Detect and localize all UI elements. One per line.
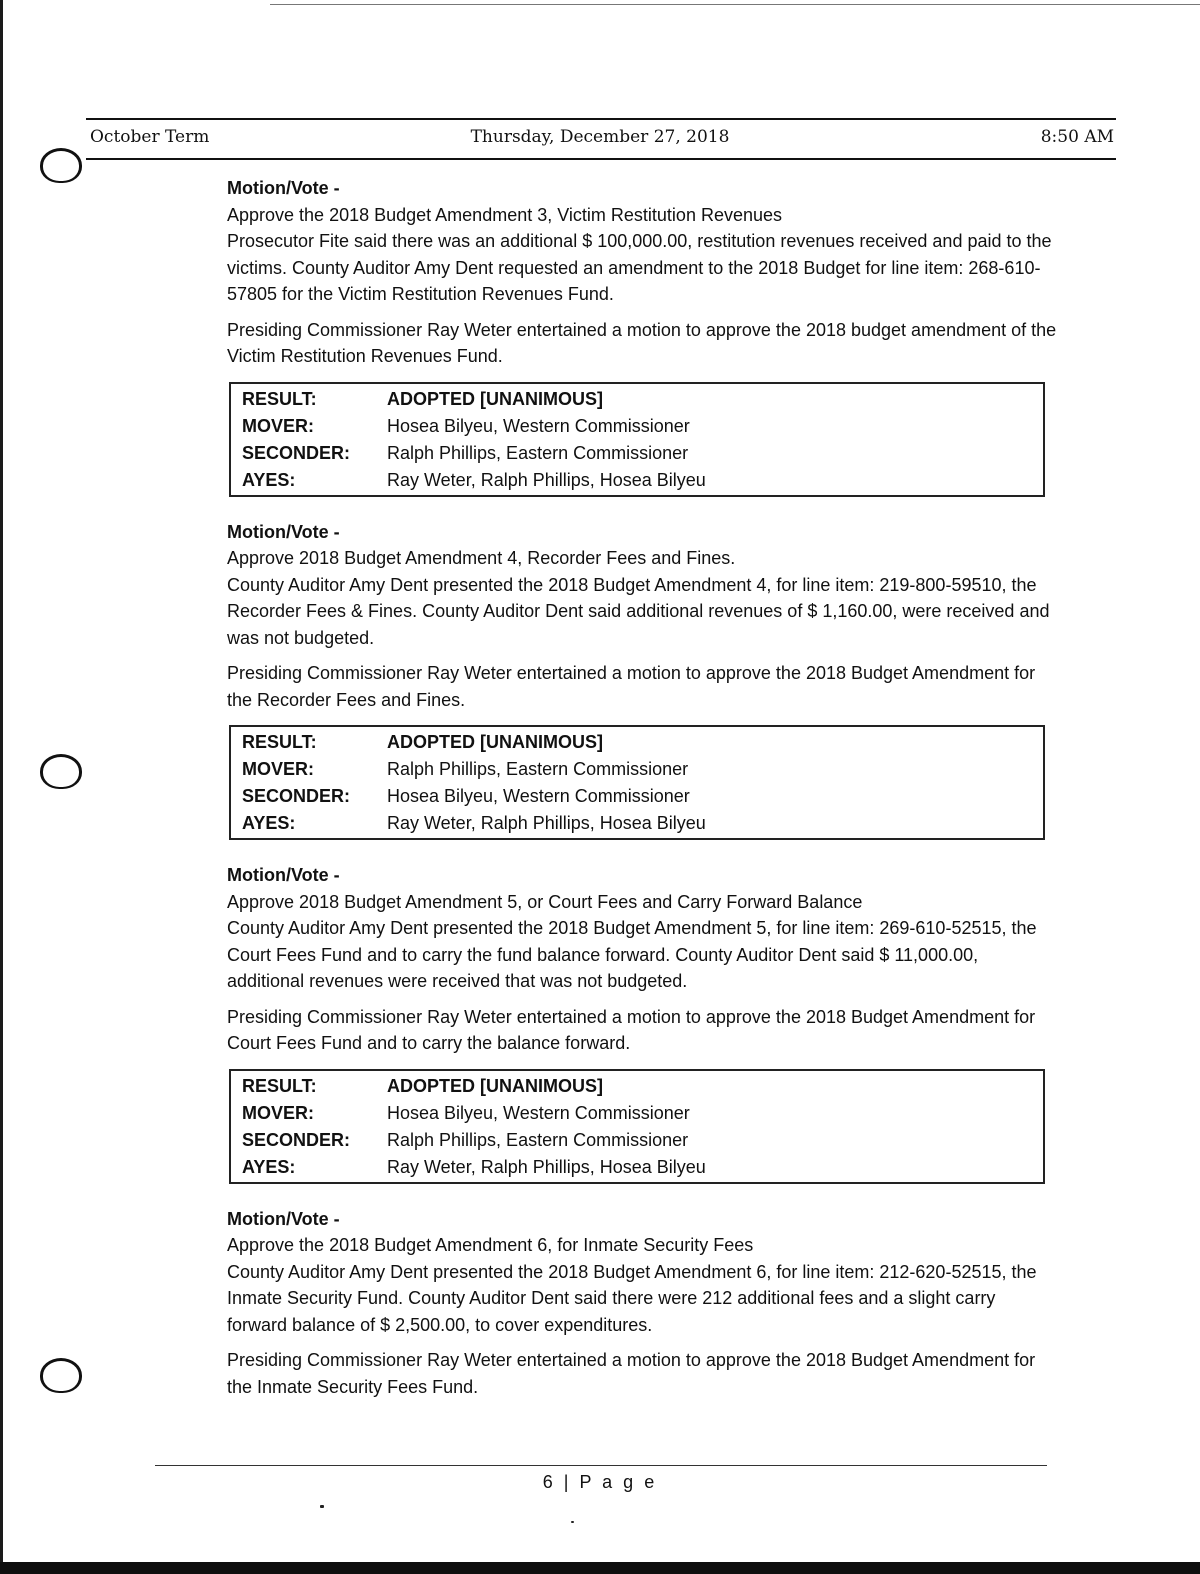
vote-result-value: Ralph Phillips, Eastern Commissioner	[387, 1129, 689, 1150]
motion-description: Approve 2018 Budget Amendment 4, Recorder Fees and Fines. County Auditor Amy Dent presented the 2018 Budget Amendment 4, for line item: 219-800-59510, the Recorder Fees & Fines. County Auditor Dent said additional revenues of $ 1,160.00, were received and was not budgeted.	[227, 548, 1050, 648]
vote-result-label: SECONDER:	[242, 442, 351, 463]
motion-entertained: Presiding Commissioner Ray Weter entertained a motion to approve the 2018 Budget Amendment for Court Fees Fund and to carry the balance forward.	[227, 1006, 1036, 1053]
vote-result-label: SECONDER:	[242, 1129, 351, 1150]
vote-result-row	[231, 386, 1043, 413]
motion-section	[227, 519, 1057, 841]
vote-result-row	[231, 413, 1043, 440]
scan-edge-left	[0, 0, 3, 1574]
vote-result-value: Hosea Bilyeu, Western Commissioner	[387, 786, 690, 807]
minutes-body	[227, 175, 1057, 1422]
motion-description: Approve 2018 Budget Amendment 5, or Court Fees and Carry Forward Balance County Auditor Amy Dent presented the 2018 Budget Amendment 5, for line item: 269-610-52515, the Court Fees Fund and to carry the fund balance forward. County Auditor Dent said $ 11,000.00, additional revenues were received that was not budgeted.	[227, 891, 1037, 991]
header-rule-top	[86, 118, 1116, 120]
vote-result-table	[229, 382, 1045, 497]
vote-result-row	[231, 1127, 1043, 1154]
vote-result-value: Hosea Bilyeu, Western Commissioner	[387, 1102, 690, 1123]
binder-hole-icon	[40, 1358, 82, 1393]
scan-speck	[320, 1505, 324, 1508]
binder-hole-icon	[40, 148, 82, 183]
header-time: 8:50 AM	[1040, 127, 1114, 147]
vote-result-label: MOVER:	[242, 759, 314, 780]
vote-result-row	[231, 729, 1043, 756]
header-rule-bottom	[86, 158, 1116, 160]
motion-entertained: Presiding Commissioner Ray Weter entertained a motion to approve the 2018 budget amendment of the Victim Restitution Revenues Fund.	[227, 319, 1057, 366]
vote-result-row	[231, 1100, 1043, 1127]
vote-result-row	[231, 440, 1043, 467]
scan-edge-top	[270, 4, 1200, 5]
vote-result-row	[231, 810, 1043, 837]
vote-result-row	[231, 1154, 1043, 1181]
vote-result-label: RESULT:	[242, 1075, 317, 1096]
motion-title: Motion/Vote -	[227, 1208, 340, 1229]
vote-result-value: Ralph Phillips, Eastern Commissioner	[387, 442, 689, 463]
motion-description: Approve the 2018 Budget Amendment 6, for Inmate Security Fees County Auditor Amy Dent presented the 2018 Budget Amendment 6, for line item: 212-620-52515, the Inmate Security Fund. County Auditor Dent said there were 212 additional fees and a slight carry forward balance of $ 2,500.00, to cover expenditures.	[227, 1235, 1037, 1335]
vote-result-label: AYES:	[242, 1156, 296, 1177]
vote-result-row	[231, 756, 1043, 783]
vote-result-value: Hosea Bilyeu, Western Commissioner	[387, 415, 690, 436]
vote-result-value: Ray Weter, Ralph Phillips, Hosea Bilyeu	[387, 469, 706, 490]
motion-section	[227, 862, 1057, 1184]
scan-edge-bottom	[0, 1562, 1200, 1574]
vote-result-label: AYES:	[242, 469, 296, 490]
vote-result-label: MOVER:	[242, 1102, 314, 1123]
vote-result-value: ADOPTED [UNANIMOUS]	[387, 388, 603, 409]
vote-result-value: Ralph Phillips, Eastern Commissioner	[387, 759, 689, 780]
header-date: Thursday, December 27, 2018	[470, 127, 730, 147]
vote-result-value: ADOPTED [UNANIMOUS]	[387, 1075, 603, 1096]
scan-speck	[571, 1521, 574, 1523]
vote-result-value: ADOPTED [UNANIMOUS]	[387, 732, 603, 753]
header-term: October Term	[90, 127, 210, 147]
motion-description: Approve the 2018 Budget Amendment 3, Victim Restitution Revenues Prosecutor Fite said there was an additional $ 100,000.00, restitution revenues received and paid to the victims. County Auditor Amy Dent requested an amendment to the 2018 Budget for line item: 268-610-57805 for the Victim Restitution Revenues Fund.	[227, 204, 1052, 304]
page-number: 6 | P a g e	[542, 1472, 658, 1492]
binder-hole-icon	[40, 754, 82, 789]
vote-result-table	[229, 1069, 1045, 1184]
vote-result-row	[231, 1073, 1043, 1100]
vote-result-value: Ray Weter, Ralph Phillips, Hosea Bilyeu	[387, 813, 706, 834]
vote-result-label: MOVER:	[242, 415, 314, 436]
vote-result-label: AYES:	[242, 813, 296, 834]
motion-title: Motion/Vote -	[227, 865, 340, 885]
motion-section	[227, 1206, 1057, 1401]
motion-title: Motion/Vote -	[227, 178, 340, 198]
motion-title: Motion/Vote -	[227, 521, 340, 542]
vote-result-row	[231, 467, 1043, 494]
vote-result-label: RESULT:	[242, 388, 317, 409]
motion-entertained: Presiding Commissioner Ray Weter entertained a motion to approve the 2018 Budget Amendment for the Inmate Security Fees Fund.	[227, 1350, 1036, 1397]
vote-result-row	[231, 783, 1043, 810]
vote-result-table	[229, 725, 1045, 840]
vote-result-label: RESULT:	[242, 732, 317, 753]
vote-result-value: Ray Weter, Ralph Phillips, Hosea Bilyeu	[387, 1156, 706, 1177]
motion-section	[227, 175, 1057, 497]
motion-entertained: Presiding Commissioner Ray Weter entertained a motion to approve the 2018 Budget Amendment for the Recorder Fees and Fines.	[227, 663, 1036, 710]
footer-rule	[155, 1465, 1047, 1466]
vote-result-label: SECONDER:	[242, 786, 351, 807]
